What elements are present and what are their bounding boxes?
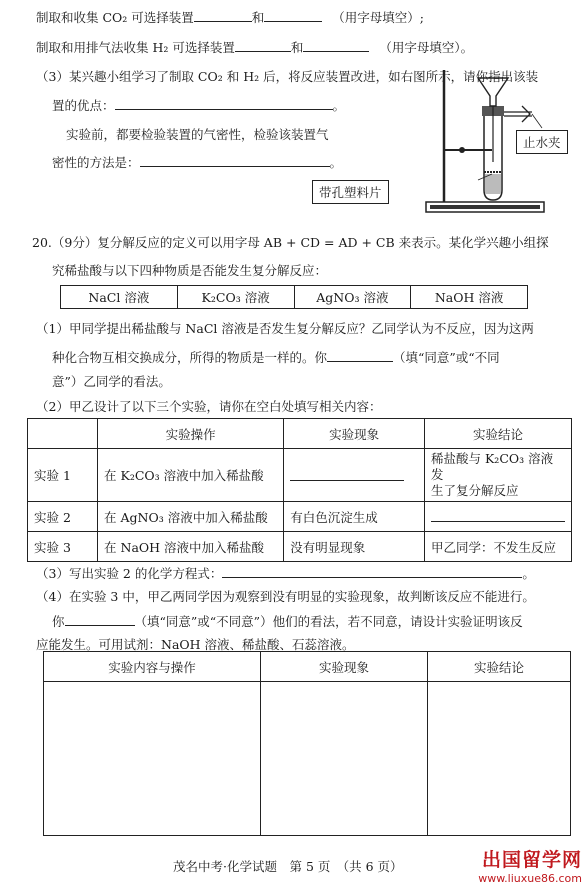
q20-p4c: 应能发生。可用试剂：NaOH 溶液、稀盐酸、石蕊溶液。 xyxy=(36,637,355,652)
answer-content-cell[interactable] xyxy=(44,682,261,836)
substance-cell: NaOH 溶液 xyxy=(411,286,528,309)
blank-agree-2[interactable] xyxy=(65,612,135,626)
blank-equation[interactable] xyxy=(222,564,522,578)
substance-cell: NaCl 溶液 xyxy=(61,286,178,309)
exp-operation: 在 AgNO₃ 溶液中加入稀盐酸 xyxy=(98,502,284,532)
experiment-row-2 xyxy=(28,502,572,532)
substance-cell: K₂CO₃ 溶液 xyxy=(177,286,294,309)
label-water-valve: 止水夹 xyxy=(516,130,568,154)
exp-name: 实验 2 xyxy=(28,502,98,532)
watermark-title: 出国留学网 xyxy=(481,849,582,871)
header-operation: 实验操作 xyxy=(98,419,284,449)
q19-line1: 制取和收集 CO₂ 可选择装置 和 （用字母填空）; xyxy=(36,10,425,25)
exp-operation: 在 NaOH 溶液中加入稀盐酸 xyxy=(98,532,284,562)
exp-phenomenon: 没有明显现象 xyxy=(284,532,425,562)
design-table xyxy=(43,651,571,836)
answer-phenomenon-cell[interactable] xyxy=(261,682,428,836)
experiment-row-1 xyxy=(28,449,572,502)
answer-conclusion-cell[interactable] xyxy=(428,682,571,836)
q19-p3d: 密性的方法是： 。 xyxy=(52,155,343,170)
exp-conclusion: 甲乙同学：不发生反应 xyxy=(425,532,572,562)
q19-p3c: 实验前，都要检验装置的气密性，检验该装置气 xyxy=(66,127,329,142)
watermark xyxy=(478,845,582,885)
q20-p4b: 你 （填“同意”或“不同意”）他们的看法，若不同意，请设计实验证明该反 xyxy=(52,614,523,629)
header-conclusion: 实验结论 xyxy=(425,419,572,449)
q20-p1c: 意”）乙同学的看法。 xyxy=(52,374,171,389)
q20-p3: （3）写出实验 2 的化学方程式： 。 xyxy=(36,566,535,581)
blank-h2-device1[interactable] xyxy=(235,38,291,52)
exp-operation: 在 K₂CO₃ 溶液中加入稀盐酸 xyxy=(98,449,284,502)
header-blank xyxy=(28,419,98,449)
watermark-url: www.liuxue86.com xyxy=(478,872,582,885)
blank-co2-device1[interactable] xyxy=(194,8,252,22)
q20-p4a: （4）在实验 3 中，甲乙两同学因为观察到没有明显的实验现象，故判断该反应不能进行。 xyxy=(36,589,535,604)
header-phenomenon: 实验现象 xyxy=(284,419,425,449)
page-footer: 茂名中考·化学试题 第 5 页 （共 6 页） xyxy=(173,859,403,874)
q19-line2: 制取和用排气法收集 H₂ 可选择装置 和 （用字母填空）。 xyxy=(36,40,474,55)
blank-agree-1[interactable] xyxy=(327,348,393,362)
exp-phenomenon: 有白色沉淀生成 xyxy=(284,502,425,532)
blank-exp1-phenomenon[interactable] xyxy=(290,467,404,481)
exp-phenomenon-cell xyxy=(284,449,425,502)
q19-p3a: （3）某兴趣小组学习了制取 CO₂ 和 H₂ 后，将反应装置改进，如右图所示，请你指出该装 xyxy=(36,69,539,84)
header-phenomenon: 实验现象 xyxy=(261,652,428,682)
q20-p1a: （1）甲同学提出稀盐酸与 NaCl 溶液是否发生复分解反应？乙同学认为不反应，因为这两 xyxy=(36,321,534,336)
blank-airtight-method[interactable] xyxy=(140,153,330,167)
q19-p3b: 置的优点： 。 xyxy=(52,98,346,113)
experiment-table xyxy=(27,418,572,562)
label-perforated-plate: 带孔塑料片 xyxy=(312,180,389,204)
exp-conclusion: 稀盐酸与 K₂CO₃ 溶液发 生了复分解反应 xyxy=(425,449,572,502)
exp-name: 实验 3 xyxy=(28,532,98,562)
blank-co2-device2[interactable] xyxy=(264,8,322,22)
experiment-row-3 xyxy=(28,532,572,562)
exp-conclusion-cell xyxy=(425,502,572,532)
substance-cell: AgNO₃ 溶液 xyxy=(294,286,411,309)
substances-table xyxy=(60,285,528,309)
q20-intro2: 究稀盐酸与以下四种物质是否能发生复分解反应： xyxy=(52,263,328,278)
header-conclusion: 实验结论 xyxy=(428,652,571,682)
blank-h2-device2[interactable] xyxy=(303,38,369,52)
blank-advantage[interactable] xyxy=(115,96,333,110)
q20-p2: （2）甲乙设计了以下三个实验，请你在空白处填写相关内容： xyxy=(36,399,382,414)
q20-p1b: 种化合物互相交换成分，所得的物质是一样的。你 （填“同意”或“不同 xyxy=(52,350,500,365)
exp-name: 实验 1 xyxy=(28,449,98,502)
blank-exp2-conclusion[interactable] xyxy=(431,508,565,522)
q20-intro1: 20.（9分）复分解反应的定义可以用字母 AB + CD = AD + CB 来表示。某化学兴趣小组探 xyxy=(32,235,549,250)
header-content-operation: 实验内容与操作 xyxy=(44,652,261,682)
